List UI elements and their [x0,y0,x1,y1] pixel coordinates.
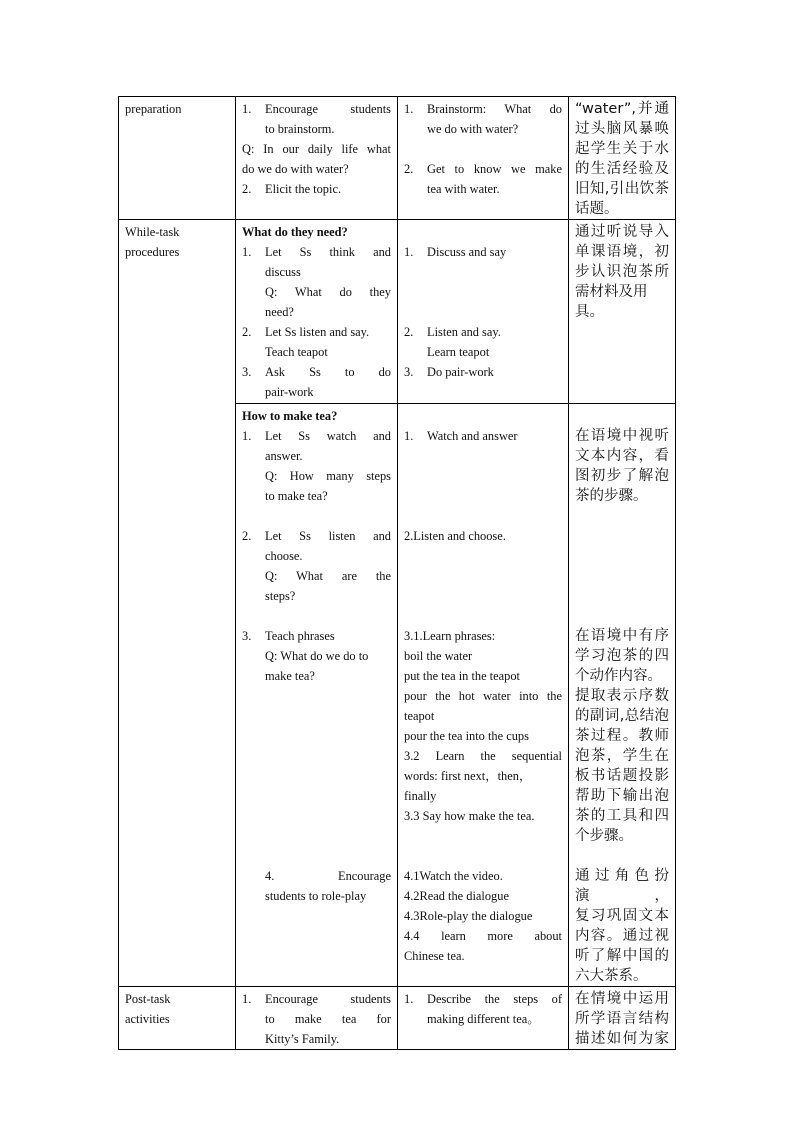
teacher-activity-cell: 1. Encourage students to brainstorm. Q: In our daily life what do we do with water? 2. Elicit the topic. [236,97,398,220]
student-activity-cell: 1. Brainstorm: What do we do with water? 2. Get to know we make tea with water. [398,97,569,220]
row-post-task [119,987,676,1050]
teacher-activity-cell: How to make tea? 1. Let Ss watch and answer. Q: How many steps to make tea? 2. Let Ss listen and choose. Q: What are the steps? 3. Teach phrases Q: What do we do to make tea? 4. Encourage students to role-play [236,404,398,987]
section-heading: What do they need? [242,225,348,239]
purpose-cell: 通过听说导入 单课语境，初 步认识泡茶所 需材料及用具。 [569,220,676,404]
lesson-plan-table [118,96,676,1050]
student-activity-cell: 1. Describe the steps of making different tea。 [398,987,569,1050]
row-while-task-need [119,220,676,404]
stage-label: preparation [125,102,182,116]
stage-cell: Post-task activities [119,987,236,1050]
teacher-activity-cell: What do they need? 1. Let Ss think and discuss Q: What do they need? 2. Let Ss listen and say. Teach teapot 3. Ask Ss to do pair-work [236,220,398,404]
stage-cell: While-task procedures [119,220,236,987]
section-heading: How to make tea? [242,409,338,423]
stage-cell [119,97,236,220]
student-activity-cell: 1. Discuss and say 2. Listen and say. Learn teapot 3. Do pair-work [398,220,569,404]
row-preparation [119,97,676,220]
teacher-activity-cell: 1. Encourage students to make tea for Kitty’s Family. [236,987,398,1050]
purpose-cell: 在情境中运用 所学语言结构 描述如何为家 [569,987,676,1050]
purpose-cell: 在语境中视听 文本内容，看 图初步了解泡 茶的步骤。 在语境中有序 学习泡茶的四 个动作内容。 提取表示序数 的副词,总结泡 茶过程。教师 泡茶，学生在 板书话题投影 帮助下输出泡 茶的工具和四 个步骤。 通过角色扮演， 复习巩固文本 内容。通过视 听了解中国的 六大茶系。 [569,404,676,987]
purpose-cell: “water”,并通 过头脑风暴唤 起学生关于水 的生活经验及 旧知,引出饮茶 话题。 [569,97,676,220]
student-activity-cell: 1. Watch and answer 2.Listen and choose. 3.1.Learn phrases: boil the water put the tea in the teapot pour the hot water into the teapot pour the tea into the cups 3.2 Learn the sequential words: first next，then， finally 3.3 Say how make the tea. 4.1Watch the video. 4.2Read the dialogue 4.3Role-play the dialogue 4.4 learn more about Chinese tea. [398,404,569,987]
